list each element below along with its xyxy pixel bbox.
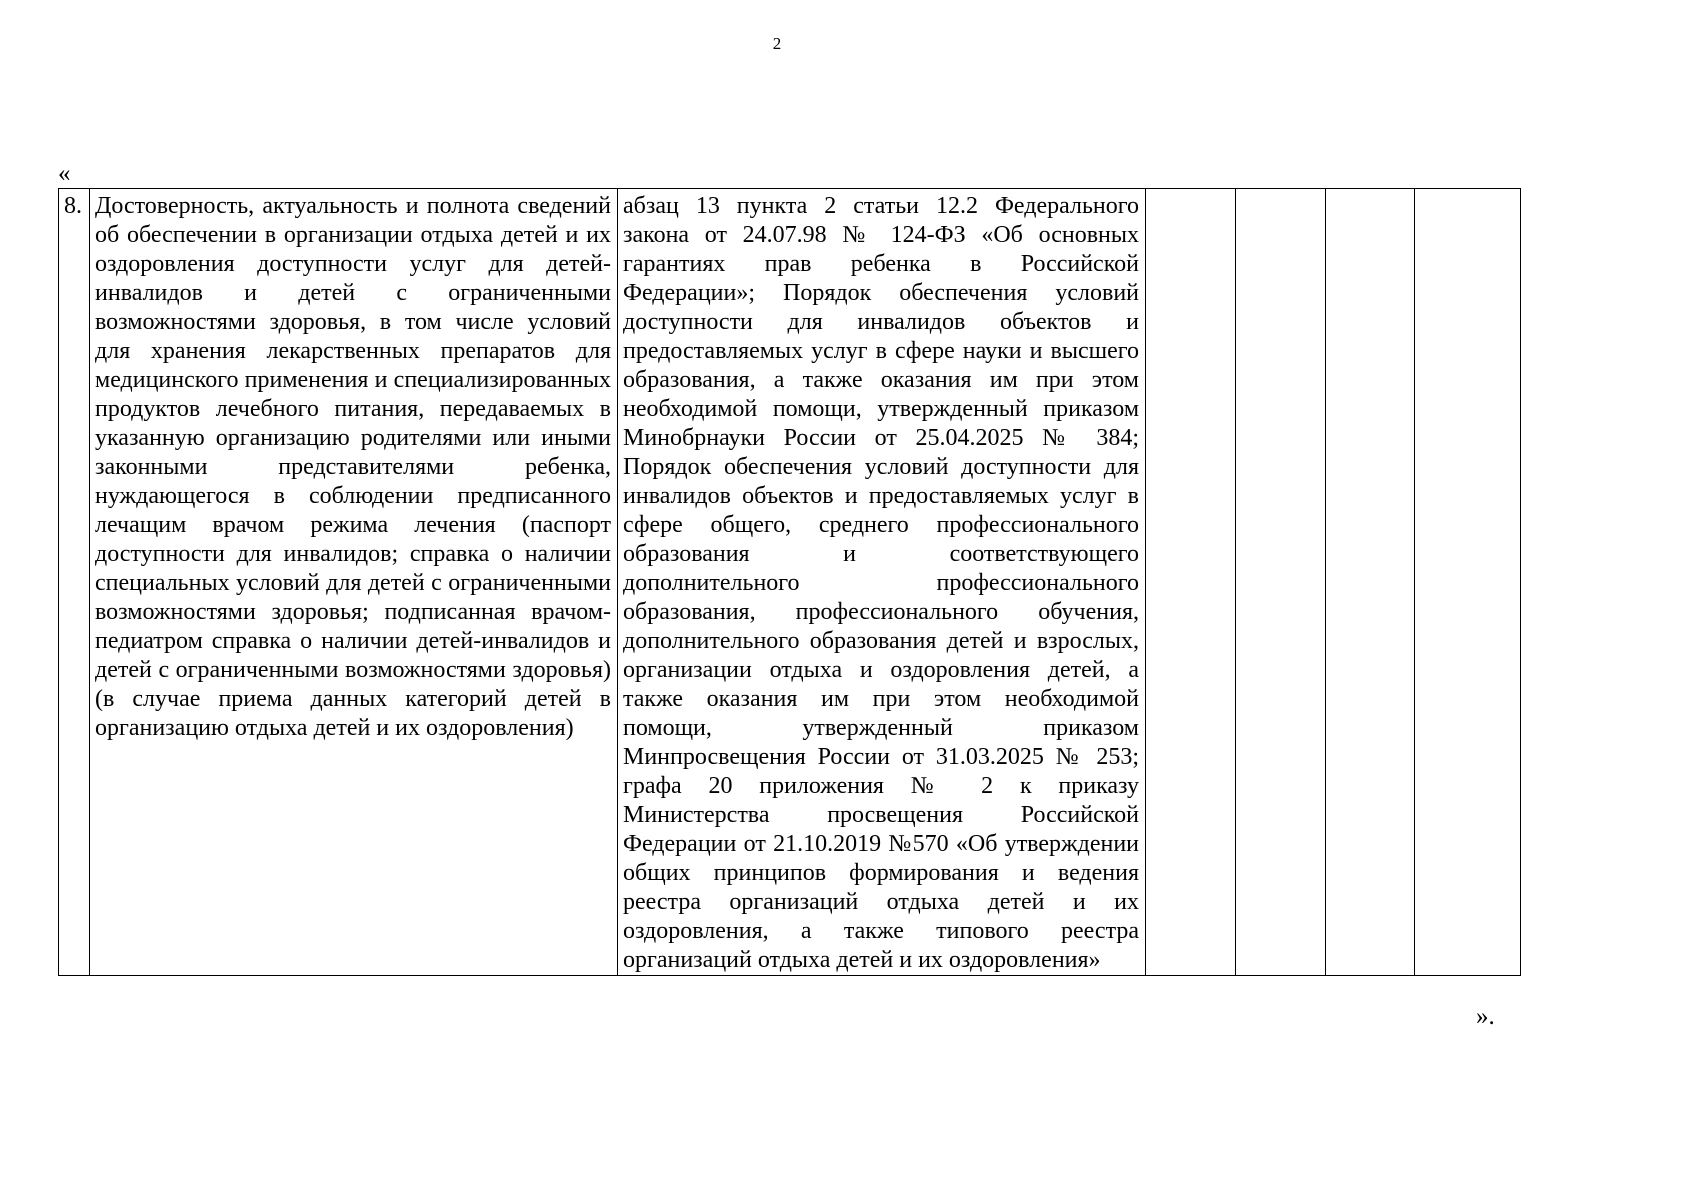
table-row	[59, 189, 1521, 976]
criterion-cell	[90, 189, 618, 976]
page-number: 2	[772, 34, 782, 53]
row-number: 8.	[64, 193, 82, 219]
legal-basis-cell	[618, 189, 1146, 976]
empty-cell-5	[1236, 189, 1326, 976]
requirements-table	[58, 188, 1521, 976]
criterion-text: Достоверность, актуальность и полнота сведений об обеспечении в организации отдыха детей и их оздоровления доступности услуг для детей-инвалидов и детей с ограниченными возможностями здоровья, в том числе условий для хранения лекарственных препаратов для медицинского применения и специализированных продуктов лечебного питания, передаваемых в указанную организацию родителями или иными законными представителями ребенка, нуждающегося в соблюдении предписанного лечащим врачом режима лечения (паспорт доступности для инвалидов; справка о наличии специальных условий для детей с ограниченными возможностями здоровья; подписанная врачом-педиатром справка о наличии детей-инвалидов и детей с ограниченными возможностями здоровья) (в случае приема данных категорий детей в организацию отдыха детей и их оздоровления)	[95, 193, 611, 741]
row-number-cell	[59, 189, 90, 976]
opening-quote-mark: «	[58, 160, 71, 187]
empty-cell-6	[1326, 189, 1415, 976]
legal-basis-text: абзац 13 пункта 2 статьи 12.2 Федерального закона от 24.07.98 № 124-ФЗ «Об основных гарантиях прав ребенка в Российской Федерации»; Порядок обеспечения условий доступности для инвалидов объектов и предоставляемых услуг в сфере науки и высшего образования, а также оказания им при этом необходимой помощи, утвержденный приказом Минобрнауки России от 25.04.2025 № 384; Порядок обеспечения условий доступности для инвалидов объектов и предоставляемых услуг в сфере общего, среднего профессионального образования и соответствующего дополнительного профессионального образования, профессионального обучения, дополнительного образования детей и взрослых, организации отдыха и оздоровления детей, а также оказания им при этом необходимой помощи, утвержденный приказом Минпросвещения России от 31.03.2025 № 253; графа 20 приложения № 2 к приказу Министерства просвещения Российской Федерации от 21.10.2019 №570 «Об утверждении общих принципов формирования и ведения реестра организаций отдыха детей и их оздоровления, а также типового реестра организаций отдыха детей и их оздоровления»	[623, 193, 1139, 973]
empty-cell-4	[1146, 189, 1236, 976]
empty-cell-7	[1415, 189, 1521, 976]
closing-quote-mark: ».	[1476, 1003, 1495, 1030]
